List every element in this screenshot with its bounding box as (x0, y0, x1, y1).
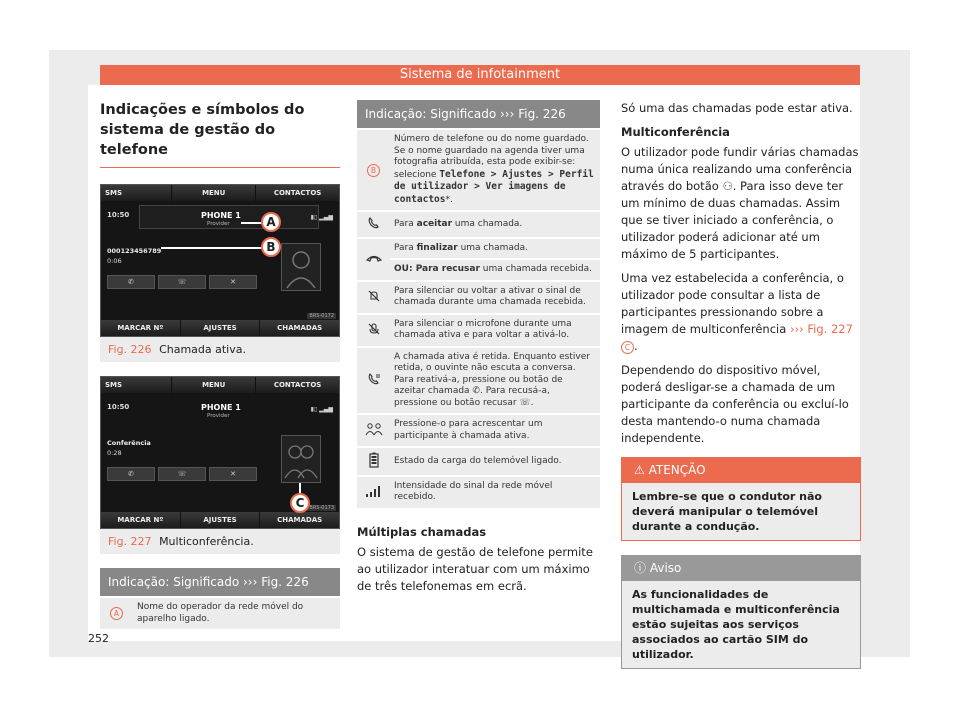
conference-icon (357, 414, 390, 447)
signal-icon (357, 476, 390, 508)
table-text: Para silenciar o microfone durante uma chamada ativa e para voltar a ativá-lo. (390, 314, 600, 347)
screen-conference (100, 376, 340, 529)
warning-header: ⚠ ATENÇÃO (622, 458, 860, 483)
phone-end-icon: ☏ (519, 397, 531, 408)
table-symbol: B (357, 129, 390, 211)
warning-box (621, 457, 861, 541)
screen-clock: 10:50 (107, 403, 130, 411)
marker-leader (161, 247, 267, 249)
phone-accept-icon: ✆ (472, 386, 480, 396)
screen-conference-label: Conferência (107, 439, 151, 447)
menu-path: Telefone > Ajustes > Perfil de utilizador > Ver imagens de contactos (394, 168, 594, 205)
paragraph: O utilizador pode fundir várias chamadas numa única realizando uma conferência através do botão ⚇. Para isso deve ter um mínimo de duas chamadas. Assim que se tiver iniciado a conferência, o utilizador poderá adicionar até um máximo de 5 participantes. (621, 145, 859, 261)
conference-icon (281, 435, 321, 483)
table-text: Para silenciar ou voltar a ativar o sinal de chamada durante uma chamada recebida. (390, 281, 600, 314)
table-text: Estado da carga do telemóvel ligado. (390, 447, 600, 476)
mic-mute-icon (357, 314, 390, 347)
screen-btn-calls: CHAMADAS (277, 516, 323, 524)
table-header: Indicação: Significado ››› Fig. 226 (100, 568, 340, 597)
bell-mute-icon: ✕ (209, 275, 257, 289)
screen-btn-menu: MENU (172, 185, 256, 201)
screen-phone-name: PHONE 1 (201, 211, 241, 220)
bell-mute-icon (357, 281, 390, 314)
table-row (357, 238, 600, 260)
subheading: Múltiplas chamadas (357, 524, 487, 539)
table-text: Número de telefone ou do nome guardado. Se o nome guardado na agenda tiver uma fotografia atribuída, esta pode exibir-se: selecione Telefone > Ajustes > Perfil de utilizador > Ver imagens de contactos*. (390, 129, 600, 211)
table-row (357, 314, 600, 347)
screen-btn-sms: SMS (101, 377, 172, 393)
table-row (357, 414, 600, 447)
screen-provider: Provider (207, 413, 230, 419)
screen-phone-name: PHONE 1 (201, 403, 241, 412)
bell-mute-icon: ✕ (209, 467, 257, 481)
screen-bottom-bar (101, 512, 339, 528)
table-row (357, 476, 600, 508)
phone-accept-icon: ✆ (107, 275, 155, 289)
figure-code: BRS-0172 (309, 313, 334, 319)
marker-b: B (261, 237, 281, 257)
page-number: 252 (88, 632, 109, 645)
phone-end-icon (357, 238, 390, 281)
screen-duration: 0:28 (107, 449, 122, 457)
section-multiple-calls (357, 524, 600, 595)
phone-end-icon: ☏ (158, 275, 206, 289)
marker-c-inline: C (621, 341, 634, 354)
table-row (357, 259, 600, 281)
table-indications-main (357, 100, 600, 508)
marker-c: C (290, 493, 310, 513)
screen-top-bar (101, 377, 339, 393)
table-text: Pressione-o para acrescentar um participante à chamada ativa. (390, 414, 600, 447)
conference-icon: ⚇ (722, 179, 733, 193)
screen-btn-sms: SMS (101, 185, 172, 201)
table-header: Indicação: Significado ››› Fig. 226 (357, 100, 600, 129)
figure-text: Chamada ativa. (159, 343, 246, 356)
screen-top-bar (101, 185, 339, 201)
note-box (621, 555, 861, 669)
marker-a: A (261, 212, 281, 232)
phone-hold-icon (357, 347, 390, 415)
screen-btn-dial: MARCAR Nº (101, 512, 181, 528)
screen-btn-dial: MARCAR Nº (101, 320, 181, 336)
battery-icon (357, 447, 390, 476)
note-header: ⓘ Aviso (622, 556, 860, 581)
screen-btn-settings: AJUSTES (181, 320, 261, 336)
table-row (357, 211, 600, 238)
column-left (100, 100, 340, 629)
screen-active-call (100, 184, 340, 337)
table-row (357, 281, 600, 314)
screen-call-buttons (107, 467, 257, 481)
phone-accept-icon (357, 211, 390, 238)
table-text: Intensidade do sinal da rede móvel recebido. (390, 476, 600, 508)
figure-caption (100, 337, 340, 362)
screen-btn-settings: AJUSTES (181, 512, 261, 528)
screen-clock: 10:50 (107, 211, 130, 219)
column-middle (357, 100, 600, 602)
screen-btn-contacts: CONTACTOS (273, 189, 322, 197)
table-symbol: A (100, 597, 133, 629)
phone-end-icon: ☏ (158, 467, 206, 481)
column-right (621, 100, 861, 669)
subheading: Multiconferência (621, 125, 730, 139)
paragraph: Só uma das chamadas pode estar ativa. (621, 101, 853, 115)
page-header: Sistema de infotainment (100, 65, 860, 85)
figure-text: Multiconferência. (159, 535, 254, 548)
screen-provider: Provider (207, 221, 230, 227)
screen-bottom-bar (101, 320, 339, 336)
info-icon: ⓘ (634, 561, 647, 575)
table-text: Nome do operador da rede móvel do aparelho ligado. (133, 597, 340, 629)
section-title: Indicações e símbolos do sistema de gestão do telefone (100, 100, 340, 168)
table-row (357, 447, 600, 476)
paragraph: Dependendo do dispositivo móvel, poderá desligar-se a chamada de um participante da conferência ou excluí-lo desta mantendo-o numa chamada independente. (621, 363, 849, 445)
phone-accept-icon: ✆ (107, 467, 155, 481)
warning-text: Lembre-se que o condutor não deverá manipular o telemóvel durante a condução. (622, 483, 860, 540)
screen-call-buttons (107, 275, 257, 289)
figure-number: Fig. 227 (108, 535, 152, 548)
figure-caption (100, 529, 340, 554)
paragraph: Uma vez estabelecida a conferência, o utilizador pode consultar a lista de participantes pressionando sobre a imagem de multiconferência ››› Fig. 227 C . (621, 271, 853, 353)
table-text: Para aceitar uma chamada. (390, 211, 600, 238)
figure-reference-link[interactable]: ››› Fig. 227 (789, 322, 853, 336)
screen-btn-calls: CHAMADAS (277, 324, 323, 332)
screen-number: 000123456789 (107, 247, 162, 255)
note-text: As funcionalidades de multichamada e multiconferência estão sujeitas aos serviços associados ao cartão SIM do utilizador. (622, 581, 860, 668)
table-text: A chamada ativa é retida. Enquanto estiver retida, o ouvinte não escuta a conversa. Para reativá-a, pressione ou botão de azeitar chamada ✆. Para recusá-a, pressione ou botão recusar ☏. (390, 347, 600, 415)
screen-signal-icon: ▮▯ ▂▄▆ (310, 214, 333, 221)
figure-number: Fig. 226 (108, 343, 152, 356)
figure-code: BRS-0173 (309, 505, 334, 511)
table-row (100, 597, 340, 629)
table-row (357, 129, 600, 211)
table-text: OU: Para recusar uma chamada recebida. (390, 259, 600, 281)
table-indications-a (100, 568, 340, 629)
warning-triangle-icon: ⚠ (634, 463, 645, 477)
screen-btn-menu: MENU (172, 377, 256, 393)
table-row (357, 347, 600, 415)
paragraph: O sistema de gestão de telefone permite ao utilizador interatuar com um máximo de três telefonemas em ecrã. (357, 544, 593, 593)
table-text: Para finalizar uma chamada. (390, 238, 600, 260)
screen-btn-contacts: CONTACTOS (273, 381, 322, 389)
screen-duration: 0:06 (107, 257, 122, 265)
person-silhouette-icon (281, 243, 321, 291)
screen-signal-icon: ▮▯ ▂▄▆ (310, 406, 333, 413)
